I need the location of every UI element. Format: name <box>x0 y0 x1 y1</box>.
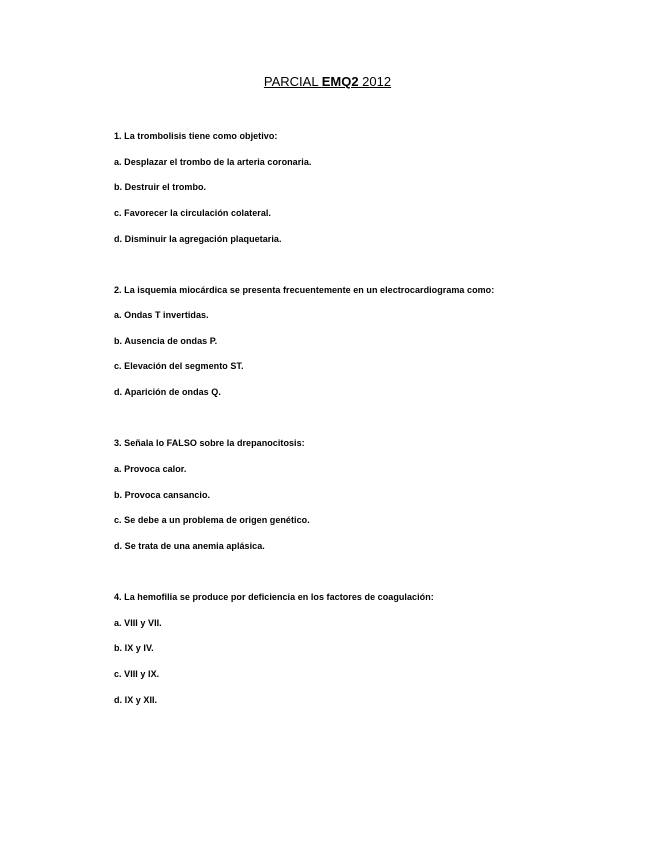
question-2-option-a: a. Ondas T invertidas. <box>114 310 209 320</box>
question-4-option-d: d. IX y XII. <box>114 695 158 705</box>
title-prefix: PARCIAL <box>263 74 322 89</box>
page-title <box>0 74 655 90</box>
question-2-option-b: b. Ausencia de ondas P. <box>114 336 218 346</box>
question-3-option-b: b. Provoca cansancio. <box>114 490 211 500</box>
question-3-option-c: c. Se debe a un problema de origen genético. <box>114 515 310 525</box>
question-4: 4. La hemofilia se produce por deficiencia en los factores de coagulación: <box>114 592 434 602</box>
question-4-option-a: a. VIII y VII. <box>114 618 162 628</box>
question-3: 3. Señala lo FALSO sobre la drepanocitosis: <box>114 438 305 448</box>
question-1-option-c: c. Favorecer la circulación colateral. <box>114 208 271 218</box>
question-1-option-b: b. Destruir el trombo. <box>114 182 207 192</box>
question-2-option-c: c. Elevación del segmento ST. <box>114 361 244 371</box>
question-4-option-b: b. IX y IV. <box>114 643 154 653</box>
title-year: 2012 <box>358 74 392 89</box>
question-2-option-d: d. Aparición de ondas Q. <box>114 387 221 397</box>
question-3-option-a: a. Provoca calor. <box>114 464 187 474</box>
question-1: 1. La trombolisis tiene como objetivo: <box>114 131 278 141</box>
question-4-option-c: c. VIII y IX. <box>114 669 160 679</box>
question-2: 2. La isquemia miocárdica se presenta frecuentemente en un electrocardiograma como: <box>114 285 495 295</box>
title-code: EMQ2 <box>321 74 359 89</box>
question-1-option-d: d. Disminuir la agregación plaquetaria. <box>114 234 282 244</box>
question-3-option-d: d. Se trata de una anemia aplásica. <box>114 541 265 551</box>
question-1-option-a: a. Desplazar el trombo de la arteria coronaria. <box>114 157 312 167</box>
